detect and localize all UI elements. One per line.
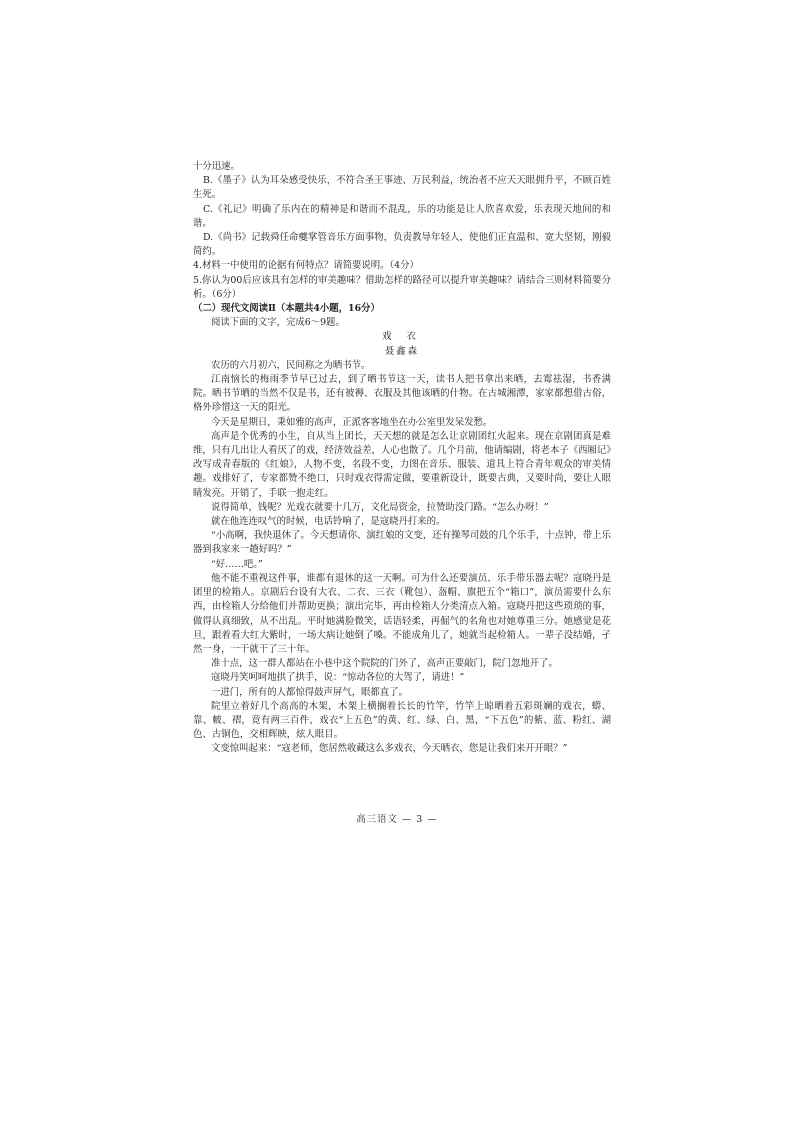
paragraph: 高声是个优秀的小生，自从当上团长，天天想的就是怎么让京剧团红火起来。现在京剧团真是难维，只有几出让人看厌了的戏，经济效益差，人心也散了。几个月前，他请编剧，将老本子《西厢记》改写成青春版的《红娘》，人物不变，名段不变，力图在音乐、服装、道具上符合青年观众的审美情趣。戏排好了，专家都赞不绝口，只时戏衣得需定做，要重新设计，既要古典，又要时尚，要让人眼睛发亮。开销了，手联一抱走红。: [193, 430, 611, 499]
paragraph: 聂鑫森: [384, 345, 420, 357]
paragraph: D.《尚书》记载舜任命夔掌管音乐方面事物，负责教导年轻人，使他们正直温和、宽大坚韧，刚毅简约。: [193, 232, 611, 258]
paragraph: 农历的六月初六，民间称之为晒书节。: [211, 359, 371, 371]
paragraph: 就在他连连叹气的时候，电话铃响了，是寇晓丹打来的。: [211, 516, 446, 528]
page-content: [193, 160, 611, 757]
paragraph: 阅读下面的文字，完成6～9题。: [211, 317, 345, 329]
paragraph: 一进门，所有的人都惊得鼓声屏气，眼都直了。: [211, 686, 408, 698]
paragraph: 准十点，这一群人都站在小巷中这个院院的门外了，高声正要敲门，院门忽地开了。: [211, 658, 558, 670]
paragraph: 十分迅速。: [193, 161, 240, 172]
paragraph: 戏 衣: [382, 331, 422, 343]
paragraph: C.《礼记》明确了乐内在的精神是和谐而不混乱，乐的功能是让人欣喜欢爱，乐表现天地间的和谐。: [193, 203, 611, 229]
paragraph: 院里立着好几个高高的木架，木架上横搁着长长的竹竿，竹竿上晾晒着五彩斑斓的戏衣，蟒、靠、帔、褶，竟有两三百件，戏衣“上五色”的黄、红、绿、白、黑，“下五色”的紫、蓝、粉红、湖色、古铜色，交相辉映，炫人眼目。: [193, 700, 611, 741]
paragraph: “好……吧。”: [211, 558, 263, 570]
paragraph: 说得简单，钱呢？光戏衣就要十几万，文化局资金，拉赞助没门路。“怎么办呀！”: [211, 501, 549, 513]
paragraph: 4.材料一中使用的论据有何特点？请简要说明。（4分）: [193, 260, 419, 272]
paragraph: 今天是星期日，秉如雅的高声，正派客客地坐在办公室里发呆发愁。: [211, 416, 493, 428]
paragraph: 5.你认为00后应该具有怎样的审美趣味？借助怎样的路径可以提升审美趣味？请结合三则材料简要分析。（6分）: [193, 274, 611, 300]
paragraph: “小高啊，我快退休了。今天想请你、演红娘的文变，还有操琴司鼓的几个乐手，十点钟，带上乐器到我家来一趟好吗？”: [193, 530, 611, 556]
page-footer: 高三语文 — 3 —: [356, 814, 438, 825]
paragraph: 他不能不重视这件事，谁都有退休的这一天啊。可为什么还要演员、乐手带乐器去呢？寇晓丹是团里的检箱人。京剧后台设有大衣、二衣、三衣（靴包）、盔帽、旗把五个“箱口”，演员需要什么东西，由检箱人分给他们并帮助更换；演出完毕，再由检箱人分类清点入箱。寇晓丹把这些琐琐的事，做得认真细致，从不出乱。平时她满脸微笑，话语轻柔，再倔气的名角也对她尊重三分。她感觉是花旦，跟着看大红大紫时，一场大病让她倒了嗓。不能成角儿了，她就当起检箱人。一辈子没结婚，孑然一身，一干就干了三十年。: [193, 572, 611, 655]
paragraph: 江南恼长的梅雨季节早已过去，到了晒书节这一天，读书人把书拿出来晒，去霉祛湿，书香满院。晒书节晒的当然不仅是书，还有被褥、衣服及其他该晒的什物。在古城湘潭，家家都想借古俗，格外珍惜这一天的阳光。: [193, 374, 611, 414]
paragraph: 寇晓丹笑呵呵地拱了拱手，说：“惊动各位的大驾了，请进！”: [211, 672, 465, 684]
paragraph: 文变惊叫起来：“寇老师，您居然收藏这么多戏衣，今天晒衣，您是让我们来开开眼？”: [211, 743, 568, 755]
paragraph: B.《墨子》认为耳朵感受快乐，不符合圣王事迹、万民利益，统治者不应天天眼拥升平，不顾百姓生死。: [193, 175, 611, 201]
paragraph: （二）现代文阅读Ⅱ（本题共4小题，16分）: [193, 303, 380, 315]
